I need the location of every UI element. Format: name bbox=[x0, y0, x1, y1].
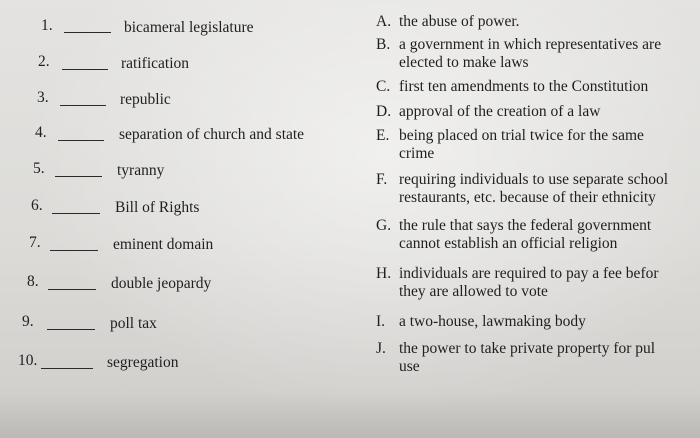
definition-letter: H. bbox=[376, 265, 392, 282]
definition-text: the rule that says the federal government cannot establish an official religion bbox=[399, 217, 652, 252]
definition-letter: C. bbox=[376, 78, 391, 95]
definition-text: being placed on trial twice for the same crime bbox=[399, 127, 644, 162]
definition-letter: D. bbox=[376, 103, 392, 120]
definition-letter: G. bbox=[376, 217, 392, 234]
term-label: double jeopardy bbox=[111, 275, 212, 292]
definition-letter: A. bbox=[376, 13, 392, 30]
term-label: poll tax bbox=[110, 315, 157, 332]
term-number: 5. bbox=[33, 160, 45, 177]
definition-text: approval of the creation of a law bbox=[399, 103, 601, 120]
term-number: 8. bbox=[27, 273, 39, 290]
term-label: Bill of Rights bbox=[115, 199, 200, 216]
definition-letter: B. bbox=[376, 36, 391, 53]
term-number: 7. bbox=[29, 234, 41, 251]
answer-blank[interactable] bbox=[64, 32, 111, 33]
term-label: eminent domain bbox=[113, 236, 214, 253]
answer-blank[interactable] bbox=[47, 329, 95, 330]
answer-blank[interactable] bbox=[41, 368, 93, 369]
definition-text: first ten amendments to the Constitution bbox=[399, 78, 649, 95]
term-label: ratification bbox=[121, 55, 189, 72]
definition-letter: J. bbox=[376, 340, 386, 357]
answer-blank[interactable] bbox=[48, 289, 96, 290]
term-label: segregation bbox=[107, 354, 179, 371]
answer-blank[interactable] bbox=[62, 69, 108, 70]
answer-blank[interactable] bbox=[55, 176, 102, 177]
term-number: 9. bbox=[22, 313, 34, 330]
term-number: 1. bbox=[41, 17, 53, 34]
term-number: 6. bbox=[31, 197, 43, 214]
definition-text: requiring individuals to use separate school restaurants, etc. because of their ethnicity bbox=[399, 171, 669, 206]
term-label: tyranny bbox=[117, 162, 165, 179]
term-number: 4. bbox=[35, 124, 47, 141]
definition-text: the power to take private property for pul use bbox=[399, 340, 656, 375]
definition-text: a government in which representatives are elected to make laws bbox=[399, 36, 662, 71]
answer-blank[interactable] bbox=[52, 213, 100, 214]
definition-text: the abuse of power. bbox=[399, 13, 520, 30]
term-number: 2. bbox=[38, 53, 50, 70]
definition-text: a two-house, lawmaking body bbox=[399, 313, 586, 330]
term-label: republic bbox=[120, 91, 171, 108]
definition-letter: E. bbox=[376, 127, 390, 144]
term-number: 3. bbox=[37, 89, 49, 106]
definition-text: individuals are required to pay a fee befor they are allowed to vote bbox=[399, 265, 659, 300]
photo-shadow bbox=[0, 392, 700, 438]
answer-blank[interactable] bbox=[50, 250, 98, 251]
answer-blank[interactable] bbox=[58, 140, 104, 141]
term-label: bicameral legislature bbox=[124, 19, 254, 36]
definition-letter: F. bbox=[376, 171, 388, 188]
term-number: 10. bbox=[18, 352, 38, 369]
definition-letter: I. bbox=[376, 313, 386, 330]
answer-blank[interactable] bbox=[60, 105, 106, 106]
term-label: separation of church and state bbox=[119, 126, 305, 143]
